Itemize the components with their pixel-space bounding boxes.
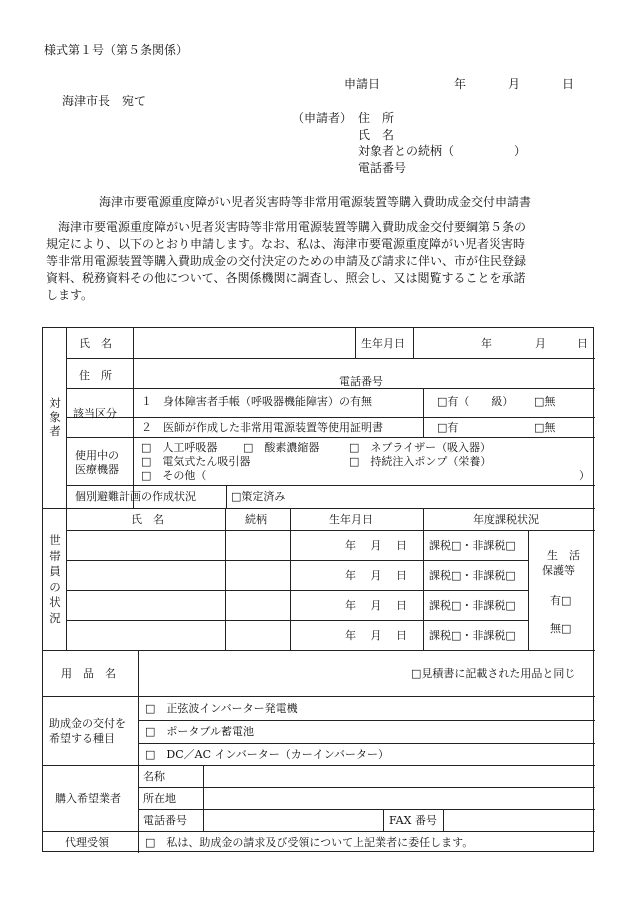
household-row-date: 年 月 日 bbox=[345, 629, 407, 642]
device-other-checkbox[interactable]: □ その他（ bbox=[141, 469, 207, 482]
category-1-text: １ 身体障害者手帳（呼吸器機能障害）の有無 bbox=[141, 395, 372, 408]
applicant-relation-label: 対象者との続柄（ ） bbox=[358, 144, 527, 158]
category-label: 該当区分 bbox=[73, 407, 117, 420]
apply-month-label: 月 bbox=[508, 77, 521, 91]
body-line: します。 bbox=[46, 288, 94, 302]
devices-label: 医療機器 bbox=[75, 463, 119, 476]
application-form-table bbox=[42, 327, 594, 852]
option-inverter-checkbox[interactable]: □ DC／AC インバーター（カーインバーター） bbox=[145, 748, 389, 761]
apply-date-label: 申請日 bbox=[344, 77, 381, 91]
desired-type-label: 希望する種目 bbox=[49, 732, 115, 745]
applicant-name-label: 氏 名 bbox=[358, 128, 395, 142]
addressee: 海津市長 宛て bbox=[62, 94, 147, 108]
household-row-date: 年 月 日 bbox=[345, 539, 407, 552]
category-1-no-checkbox[interactable]: □無 bbox=[534, 395, 556, 408]
welfare-label: 生 活 bbox=[547, 549, 580, 562]
household-col-name: 氏 名 bbox=[131, 513, 164, 526]
subject-birth-month: 月 bbox=[535, 337, 546, 350]
body-line: 海津市要電源重度障がい児者災害時等非常用電源装置等購入費助成金交付要綱第５条の bbox=[46, 220, 527, 234]
category-2-yes-checkbox[interactable]: □有 bbox=[437, 421, 459, 434]
form-number: 様式第１号（第５条関係） bbox=[44, 43, 189, 57]
proxy-checkbox[interactable]: □ 私は、助成金の請求及び受領について上記業者に委任します。 bbox=[145, 836, 474, 849]
vendor-fax-label: FAX 番号 bbox=[389, 814, 437, 827]
household-row-tax-checkbox[interactable]: 課税□・非課税□ bbox=[429, 569, 516, 582]
applicant-label: （申請者） bbox=[292, 111, 353, 125]
welfare-yes-checkbox[interactable]: 有□ bbox=[550, 594, 572, 607]
same-as-quote-checkbox[interactable]: □見積書に記載された用品と同じ bbox=[411, 667, 576, 680]
device-other-close: ） bbox=[579, 469, 590, 482]
apply-year-label: 年 bbox=[454, 77, 467, 91]
option-battery-checkbox[interactable]: □ ポータブル蓄電池 bbox=[145, 725, 254, 738]
proxy-label: 代理受領 bbox=[65, 836, 109, 849]
applicant-phone-label: 電話番号 bbox=[358, 161, 407, 175]
subject-address-label: 住 所 bbox=[79, 369, 112, 382]
household-row-tax-checkbox[interactable]: 課税□・非課税□ bbox=[429, 629, 516, 642]
apply-day-label: 日 bbox=[562, 77, 575, 91]
evacuation-plan-label: 個別避難計画の作成状況 bbox=[75, 490, 196, 503]
household-row-tax-checkbox[interactable]: 課税□・非課税□ bbox=[429, 599, 516, 612]
household-col-relation: 続柄 bbox=[245, 513, 267, 526]
subject-birth-label: 生年月日 bbox=[361, 337, 405, 350]
category-1-yes-checkbox[interactable]: □有（ 級） bbox=[437, 395, 514, 408]
vendor-location-label: 所在地 bbox=[143, 792, 176, 805]
household-row-date: 年 月 日 bbox=[345, 599, 407, 612]
items-label: 用 品 名 bbox=[61, 667, 116, 680]
household-col-tax: 年度課税状況 bbox=[473, 513, 539, 526]
household-row-tax-checkbox[interactable]: 課税□・非課税□ bbox=[429, 539, 516, 552]
device-oxygen-checkbox[interactable]: □ 酸素濃縮器 bbox=[243, 441, 320, 454]
evacuation-plan-checkbox[interactable]: □策定済み bbox=[231, 490, 286, 503]
category-2-no-checkbox[interactable]: □無 bbox=[534, 421, 556, 434]
body-line: 資料、税務資料その他について、各関係機関に調査し、照会し、又は閲覧することを承諾 bbox=[46, 271, 526, 285]
device-nebulizer-checkbox[interactable]: □ ネブライザー（吸入器） bbox=[349, 441, 492, 454]
device-suction-checkbox[interactable]: □ 電気式たん吸引器 bbox=[141, 455, 251, 468]
vendor-label: 購入希望業者 bbox=[55, 792, 121, 805]
subject-birth-year: 年 bbox=[481, 337, 492, 350]
document-title: 海津市要電源重度障がい児者災害時等非常用電源装置等購入費助成金交付申請書 bbox=[98, 195, 531, 209]
body-line: 等非常用電源装置等購入費助成金の交付決定のための申請及び請求に伴い、市が住民登録 bbox=[46, 254, 527, 268]
subject-phone-label: 電話番号 bbox=[339, 375, 383, 388]
subject-name-label: 氏 名 bbox=[79, 337, 112, 350]
vendor-name-label: 名称 bbox=[143, 770, 165, 783]
subject-section-label: 対象者 bbox=[49, 396, 61, 438]
welfare-label: 保護等 bbox=[542, 564, 575, 577]
devices-label: 使用中の bbox=[75, 449, 119, 462]
device-ventilator-checkbox[interactable]: □ 人工呼吸器 bbox=[141, 441, 218, 454]
body-line: 規定により、以下のとおり申請します。なお、私は、海津市要電源重度障がい児者災害時 bbox=[46, 237, 526, 251]
option-generator-checkbox[interactable]: □ 正弦波インバーター発電機 bbox=[145, 702, 298, 715]
desired-type-label: 助成金の交付を bbox=[49, 717, 126, 730]
welfare-no-checkbox[interactable]: 無□ bbox=[550, 622, 572, 635]
subject-birth-day: 日 bbox=[577, 337, 588, 350]
category-2-text: ２ 医師が作成した非常用電源装置等使用証明書 bbox=[141, 421, 383, 434]
household-row-date: 年 月 日 bbox=[345, 569, 407, 582]
applicant-address-label: 住 所 bbox=[358, 111, 395, 125]
household-section-label: 世帯員の状況 bbox=[49, 533, 61, 625]
vendor-phone-label: 電話番号 bbox=[143, 814, 187, 827]
household-col-birth: 生年月日 bbox=[329, 513, 373, 526]
body-paragraph bbox=[46, 219, 592, 304]
device-infusion-pump-checkbox[interactable]: □ 持続注入ポンプ（栄養） bbox=[349, 455, 492, 468]
